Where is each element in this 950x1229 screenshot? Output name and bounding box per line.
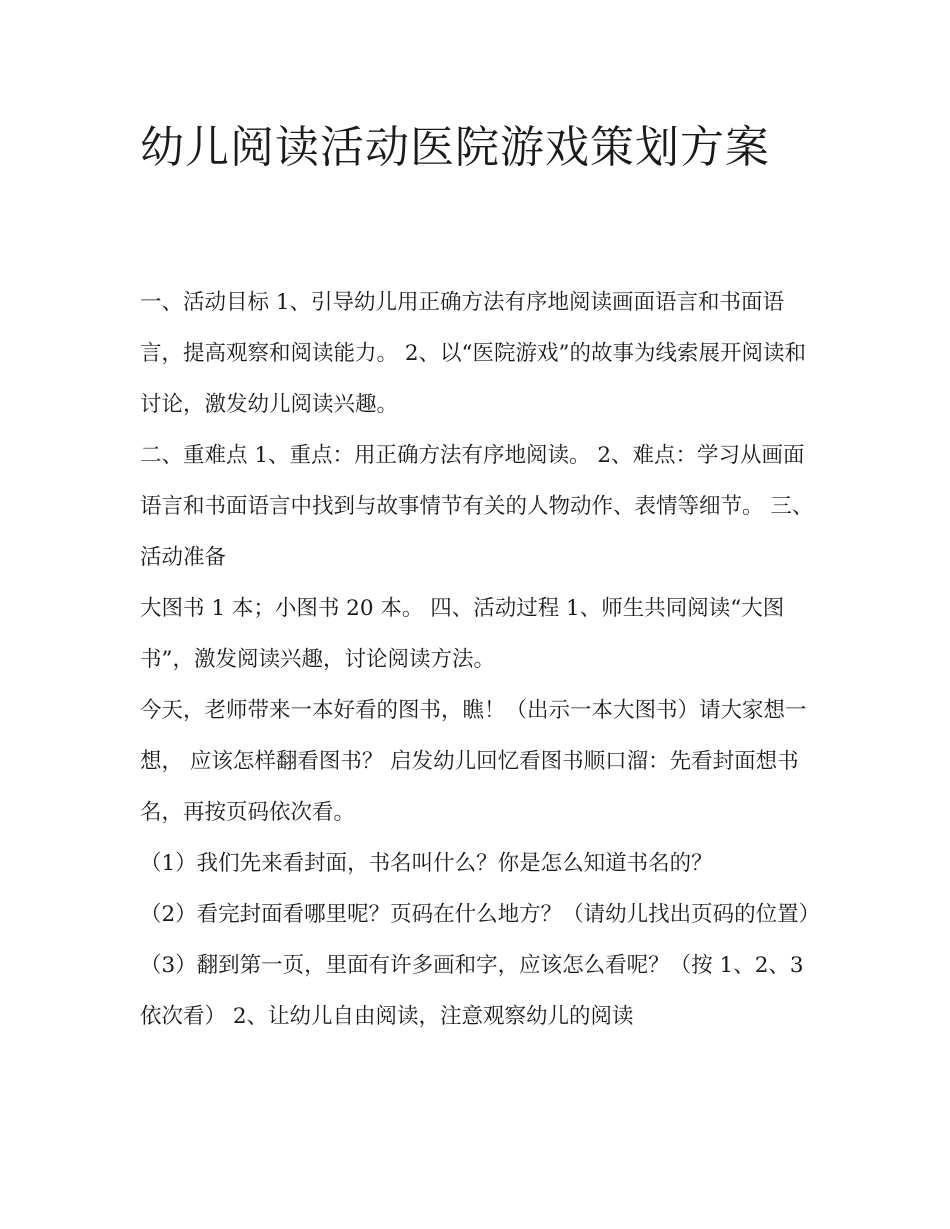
paragraph-step-3: （3）翻到第一页，里面有许多画和字，应该怎么看呢？（按 1、2、3 依次看） 2、让幼儿自由阅读，注意观察幼儿的阅读 xyxy=(140,953,804,1029)
paragraph-goals: 一、活动目标 1、引导幼儿用正确方法有序地阅读画面语言和书面语言，提高观察和阅读能力。 2、以“医院游戏”的故事为线索展开阅读和讨论，激发幼儿阅读兴趣。 xyxy=(140,290,806,417)
paragraph-intro: 今天，老师带来一本好看的图书，瞧！（出示一本大图书）请大家想一想， 应该怎样翻看图书？ 启发幼儿回忆看图书顺口溜：先看封面想书名，再按页码依次看。 xyxy=(140,698,807,825)
paragraph-materials: 大图书 1 本；小图书 20 本。 四、活动过程 1、师生共同阅读“大图书”，激发阅读兴趣，讨论阅读方法。 xyxy=(140,596,785,672)
document-body xyxy=(140,277,821,1042)
paragraph-step-1: （1）我们先来看封面，书名叫什么？你是怎么知道书名的？ xyxy=(140,851,713,876)
paragraph-key-points: 二、重难点 1、重点：用正确方法有序地阅读。 2、难点：学习从画面语言和书面语言中找到与故事情节有关的人物动作、表情等细节。 三、活动准备 xyxy=(140,443,814,570)
paragraph-step-2: （2）看完封面看哪里呢？页码在什么地方？（请幼儿找出页码的位置） xyxy=(140,902,821,927)
document-title: 幼儿阅读活动医院游戏策划方案 xyxy=(140,122,770,173)
document-page xyxy=(140,0,821,1229)
